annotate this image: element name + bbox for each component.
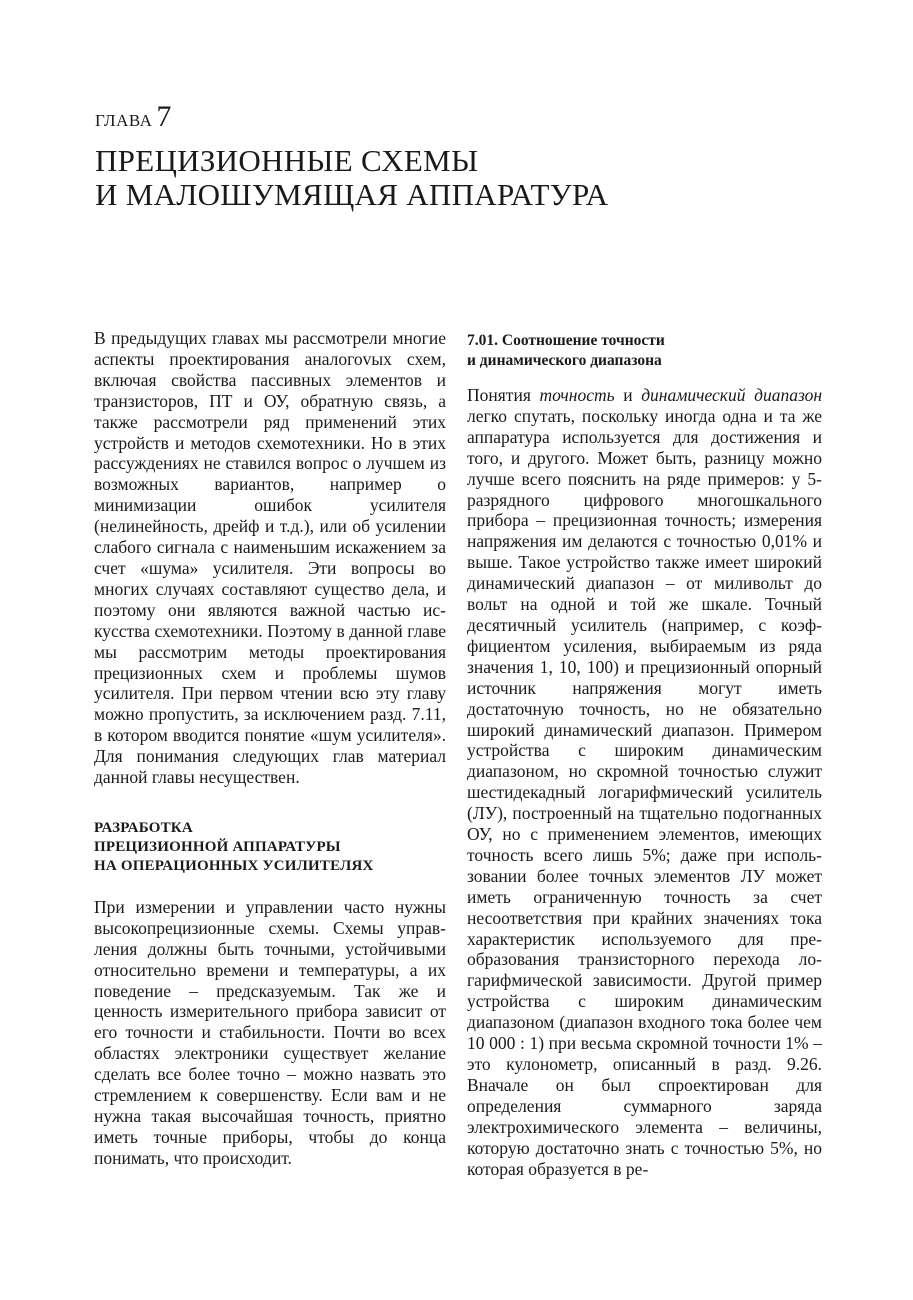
- right-column: [467, 328, 822, 1179]
- chapter-title-line-2: И МАЛОШУМЯЩАЯ АППАРАТУРА: [95, 177, 609, 212]
- section-heading: [94, 819, 446, 876]
- subsection-heading: [467, 331, 822, 371]
- subsection-heading-line-2: и динамического диапазона: [467, 352, 662, 369]
- chapter-title: [95, 144, 608, 212]
- subsection-paragraph: [467, 385, 822, 1179]
- text-run: и: [614, 385, 642, 405]
- section-paragraph: При измерении и управлении часто нужны высокопрецизионные схемы. Схемы управления должны быть точными, устойчивыми относительно времени и температуры, а их поведение – предсказуемым. Так же и ценность измерительного прибора зависит от его точности и стабильности. Почти во всех областях электроники существует желание сделать все более точно – можно назвать это стремлением к совершенству. Если вам и не нужна такая высочайшая точность, приятно иметь точные приборы, чтобы до конца понимать, что происходит.: [94, 896, 446, 1168]
- intro-paragraph: В предыдущих главах мы рассмотрели многие аспекты проектирования аналогоvых схем, включая свойства пассивных элементов и транзисторов, ПТ и ОУ, обратную связь, а также рассмотрели ряд применений этих устройств и методов схемотехники. Но в этих рассуждениях не ставился вопрос о лучшем из возможных вариантов, например о минимизации ошибок усилителя (нелинейность, дрейф и т.д.), или об усилении слабого сигнала с наименьшим искажением за счет «шума» усилителя. Эти вопросы во многих случаях составляют существо дела, и поэтому они являются важной частью искусства схемотехники. Поэтому в данной главе мы рассмотрим методы проектирования прецизионных схем и проблемы шумов усилителя. При первом чтении всю эту главу можно пропустить, за исключением разд. 7.11, в котором вводится понятие «шум усилителя». Для понимания следующих глав материал данной главы несуществен.: [94, 328, 446, 788]
- chapter-number: 7: [156, 100, 172, 133]
- text-run: Понятия: [467, 385, 540, 405]
- section-heading-line-2: ПРЕЦИЗИОННОЙ АППАРАТУРЫ: [94, 838, 341, 855]
- chapter-label: [95, 100, 172, 134]
- section-heading-line-3: НА ОПЕРАЦИОННЫХ УСИЛИТЕЛЯХ: [94, 857, 374, 874]
- section-heading-line-1: РАЗРАБОТКА: [94, 819, 193, 836]
- chapter-label-word: ГЛАВА: [95, 111, 153, 130]
- subsection-heading-line-1: 7.01. Соотношение точности: [467, 332, 665, 349]
- chapter-title-line-1: ПРЕЦИЗИОННЫЕ СХЕМЫ: [95, 143, 479, 178]
- term-dynamic-range: динамический диапазон: [641, 385, 822, 405]
- text-run: легко спутать, поскольку иногда одна и та же аппаратура используется для достижения и того, и другого. Может быть, разницу можно лучше всего пояснить на ряде примеров: у 5-разрядного цифрового многошкального прибора – прецизионная точность; измерения напряжения им делаются с точностью 0,01% и выше. Такое устройство также имеет широкий динамический диапазон – от миливольт до вольт на одной и той же шкале. Точный десятичный усилитель (например, с коэффициентом усиления, выбираемым из ряда значения 1, 10, 100) и прецизионный опорный источник напряжения могут иметь достаточную точность, но не обязательно широкий динамический диапазон. Примером устройства с широким динамическим диапазоном, но скромной точностью служит шестидекадный логарифмический усилитель (ЛУ), построенный на тщательно подогнанных ОУ, но с применением элементов, имеющих точность всего лишь 5%; даже при использовании более точных элементов ЛУ может иметь ограниченную точность за счет несоответствия при крайних значениях тока характеристик используемого для преобразования транзисторного перехода логарифмической зависимости. Другой пример устройства с широким динамическим диапазоном (диапазон входного тока более чем 10 000 : 1) при весьма скромной точности 1% – это кулонометр, описанный в разд. 9.26. Вначале он был спроектирован для определения суммарного заряда электрохимического элемента – величины, которую достаточно знать с точностью 5%, но которая образуется в ре-: [467, 405, 822, 1179]
- term-accuracy: точность: [539, 385, 615, 405]
- left-column: [94, 328, 446, 1169]
